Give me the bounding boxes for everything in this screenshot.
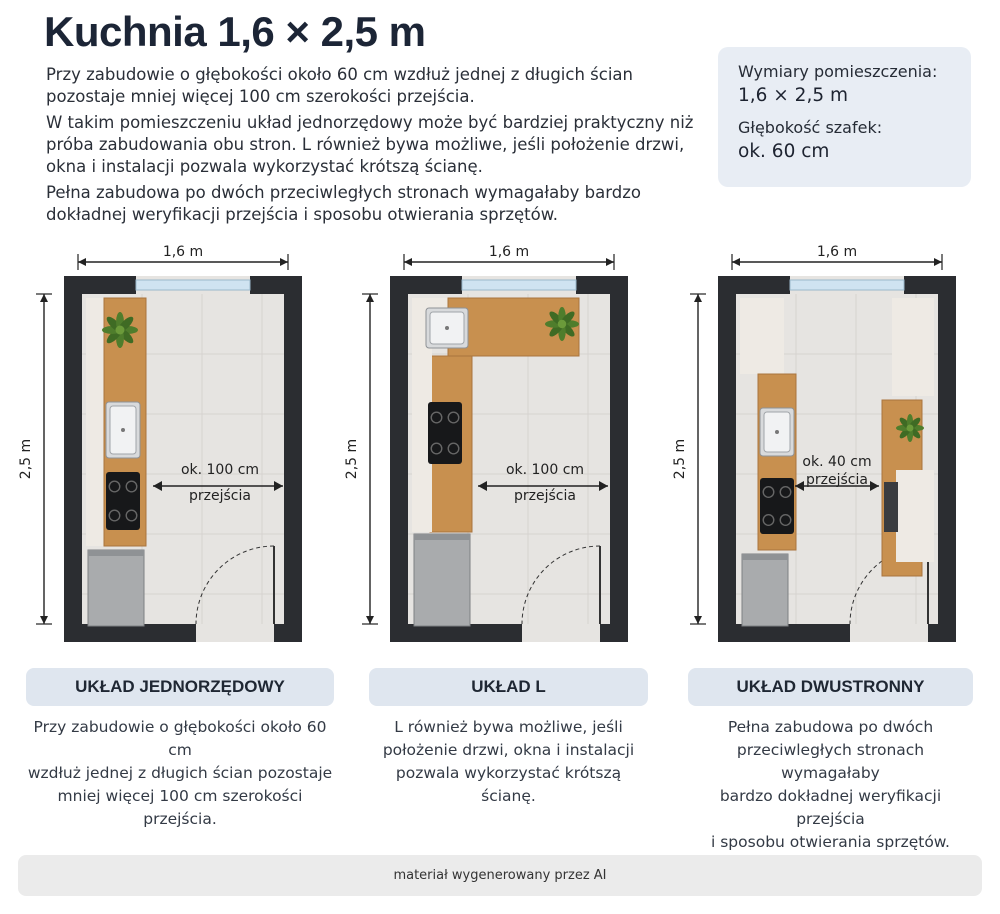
desc-line: Przy zabudowie o głębokości około 60 cm (33, 718, 327, 759)
page-title: Kuchnia 1,6 × 2,5 m (44, 8, 426, 55)
fridge-icon (742, 554, 788, 626)
tall-cabinet (892, 298, 934, 396)
arrow-head (732, 258, 740, 266)
room-size-value: 1,6 × 2,5 m (738, 85, 849, 106)
window-icon (462, 280, 576, 290)
wall-left (390, 276, 408, 642)
arrow-head (404, 258, 412, 266)
wall-top-right (904, 276, 956, 294)
wall-top-right (250, 276, 302, 294)
arrow-head (366, 616, 374, 624)
oven-cabinet (896, 470, 934, 562)
width-label: 1,6 m (488, 244, 530, 260)
fridge-top (742, 554, 788, 560)
arrow-head (78, 258, 86, 266)
height-label: 2,5 m (672, 438, 688, 480)
intro-paragraph-2: W takim pomieszczeniu układ jednorzędowy może być bardziej praktyczny niż próba zabudowania obu stron. L również bywa możliwe, jeśli położenie drzwi, okna i instalacji pozwala wykorzystać krótszą ścianę. (46, 113, 694, 176)
height-label: 2,5 m (18, 438, 34, 480)
plan-desc-single-row (26, 716, 334, 831)
desc-line: położenie drzwi, okna i instalacji (382, 741, 635, 759)
desc-line: przeciwległych stronach wymagałaby (736, 741, 925, 782)
desc-line: bardzo dokładnej weryfikacji przejścia (719, 787, 942, 828)
fridge-icon (414, 534, 470, 626)
arrow-head (694, 616, 702, 624)
wall-right (610, 276, 628, 642)
drain-icon (121, 428, 125, 432)
intro-paragraph-1: Przy zabudowie o głębokości około 60 cm wzdłuż jednej z długich ścian pozostaje mniej więcej 100 cm szerokości przejścia. (46, 65, 633, 106)
arrow-head (934, 258, 942, 266)
drain-icon (445, 326, 449, 330)
plant-icon (102, 312, 138, 348)
wall-bottom-right (274, 624, 302, 642)
aisle-value: ok. 40 cm (802, 454, 872, 470)
plant-icon (896, 414, 924, 442)
plan-desc-double-row (688, 716, 973, 854)
cabinet-front (86, 298, 106, 546)
plan-label-double-row: UKŁAD DWUSTRONNY (688, 668, 973, 706)
desc-line: Pełna zabudowa po dwóch (727, 718, 934, 736)
wall-bottom-right (600, 624, 628, 642)
width-label: 1,6 m (816, 244, 858, 260)
cabinet-depth-value: ok. 60 cm (738, 141, 830, 162)
wall-top-right (576, 276, 628, 294)
plan-desc-l-shape (369, 716, 648, 808)
cooktop-icon (760, 478, 794, 534)
desc-line: L również bywa możliwe, jeśli (394, 718, 623, 736)
fridge-top (88, 550, 144, 556)
desc-line: wzdłuż jednej z długich ścian pozostaje (27, 764, 333, 782)
aisle-word: przejścia (189, 488, 251, 504)
arrow-head (606, 258, 614, 266)
aisle-word: przejścia (806, 472, 868, 488)
plan-label-l-shape: UKŁAD L (369, 668, 648, 706)
wall-bottom-left (718, 624, 850, 642)
wall-top-left (64, 276, 136, 294)
wall-right (284, 276, 302, 642)
wall-bottom-right (928, 624, 956, 642)
aisle-word: przejścia (514, 488, 576, 504)
wall-left (718, 276, 736, 642)
plant-icon (545, 307, 579, 341)
window-icon (790, 280, 904, 290)
wall-top-left (718, 276, 790, 294)
aisle-value: ok. 100 cm (180, 462, 260, 478)
plan-label-single-row: UKŁAD JEDNORZĘDOWY (26, 668, 334, 706)
fridge-icon (88, 550, 144, 626)
ai-generated-note: materiał wygenerowany przez AI (18, 855, 982, 896)
height-label: 2,5 m (344, 438, 360, 480)
cabinet-depth-label: Głębokość szafek: (738, 118, 883, 137)
wall-left (64, 276, 82, 642)
wall-right (938, 276, 956, 642)
arrow-head (40, 294, 48, 302)
arrow-head (366, 294, 374, 302)
room-size-label: Wymiary pomieszczenia: (738, 62, 938, 81)
desc-line: pozwala wykorzystać krótszą ścianę. (395, 764, 622, 805)
desc-line: i sposobu otwierania sprzętów. (711, 833, 950, 851)
arrow-head (280, 258, 288, 266)
cooktop-icon (428, 402, 462, 464)
wall-bottom-left (390, 624, 522, 642)
oven-icon (884, 482, 898, 532)
tall-cabinet (740, 298, 784, 374)
drain-icon (775, 430, 779, 434)
arrow-head (40, 616, 48, 624)
wall-bottom-left (64, 624, 196, 642)
width-label: 1,6 m (162, 244, 204, 260)
aisle-value: ok. 100 cm (505, 462, 585, 478)
window-icon (136, 280, 250, 290)
fridge-top (414, 534, 470, 540)
desc-line: mniej więcej 100 cm szerokości przejścia. (57, 787, 303, 828)
arrow-head (694, 294, 702, 302)
intro-paragraph-3: Pełna zabudowa po dwóch przeciwległych stronach wymagałaby bardzo dokładnej weryfikacji przejścia i sposobu otwierania sprzętów. (46, 183, 641, 224)
wall-top-left (390, 276, 462, 294)
cooktop-icon (106, 472, 140, 530)
